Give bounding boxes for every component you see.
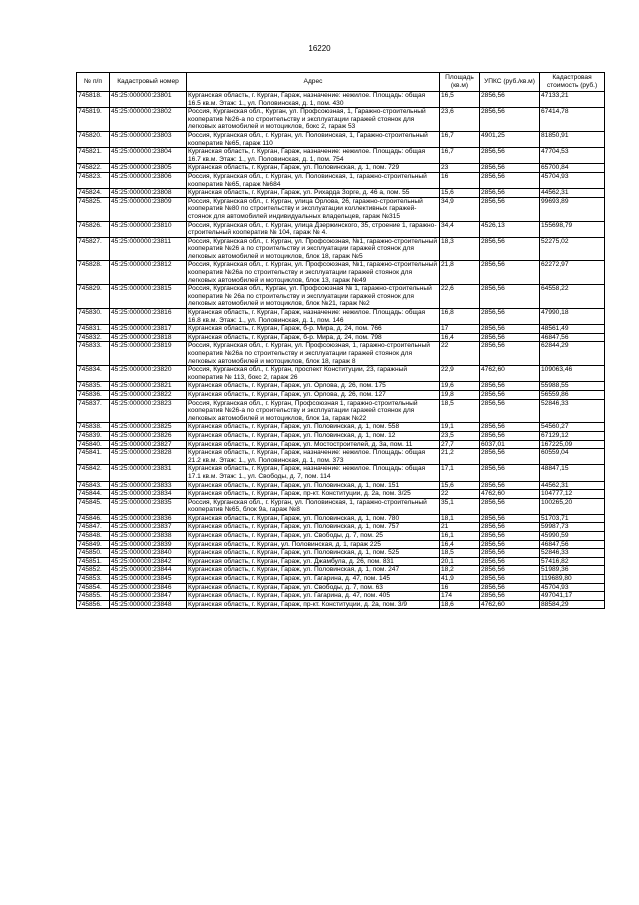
- header-upks: УПКС (руб./кв.м): [480, 73, 540, 92]
- cell-number: 745831.: [77, 325, 110, 334]
- table-row: [77, 592, 605, 601]
- cell-upks: 2856,56: [480, 423, 540, 432]
- cell-address: Курганская область, г. Курган, Гараж, назначение: нежилое. Площадь: общая 16.5 кв.м. Этаж: 1., ул. Половинская, д. 1, пом. 430: [187, 92, 440, 108]
- cell-address: Россия, Курганская обл., г. Курган, ул. Профсоюзная, №1, гаражно-строительный кооператив №26а по строительству и эксплуатации гаражей стоянок для легковых автомобилей и мотоциклов, блок 13, гараж №49: [187, 261, 440, 285]
- cell-number: 745853.: [77, 575, 110, 584]
- cell-address: Курганская область, г. Курган, Гараж, ул. Половинская, д. 1, пом. 525: [187, 549, 440, 558]
- cell-area: 41,9: [440, 575, 480, 584]
- cell-number: 745852.: [77, 566, 110, 575]
- cell-area: 15,6: [440, 189, 480, 198]
- table-row: [77, 148, 605, 164]
- cell-area: 16,1: [440, 532, 480, 541]
- cell-cadastral-value: 100265,20: [540, 498, 605, 514]
- cell-area: 15,6: [440, 481, 480, 490]
- cell-area: 17,1: [440, 465, 480, 481]
- cell-cadastral-number: 45:25:000000:23818: [110, 333, 187, 342]
- cell-area: 16,8: [440, 309, 480, 325]
- cell-upks: 2856,56: [480, 148, 540, 164]
- table-row: [77, 197, 605, 221]
- cell-cadastral-value: 52275,02: [540, 237, 605, 261]
- cell-area: 21,2: [440, 449, 480, 465]
- cell-address: Россия, Курганская обл., г. Курган, ул. Половинская, 1, гаражно-строительный кооператив №65, блок 9а, гараж №8: [187, 498, 440, 514]
- cell-address: Россия, Курганская обл., Курган, ул. Профсоюзная № 1, гаражно-строительный кооператив № 26а по строительству и эксплуатации гаражей стоянок для легковых автомобилей и мотоциклов, блок №21, гараж №2: [187, 285, 440, 309]
- cell-area: 19,6: [440, 382, 480, 391]
- cell-area: 35,1: [440, 498, 480, 514]
- table-row: [77, 523, 605, 532]
- cell-number: 745848.: [77, 532, 110, 541]
- cell-address: Курганская область, г. Курган, Гараж, ул. Мостостроителей, д. 3а, пом. 11: [187, 440, 440, 449]
- cell-number: 745850.: [77, 549, 110, 558]
- cell-cadastral-value: 51989,36: [540, 566, 605, 575]
- cell-cadastral-number: 45:25:000000:23806: [110, 172, 187, 188]
- cell-area: 23: [440, 164, 480, 173]
- cell-address: Россия, Курганская обл., г. Курган, Профсоюзная 1, гаражно-строительный кооператив №26-а по строительству и эксплуатации гаражей стоянок для легковых автомобилей и мотоциклов, блок 1а, гараж №22: [187, 399, 440, 423]
- cell-cadastral-number: 45:25:000000:23808: [110, 189, 187, 198]
- cell-cadastral-value: 62844,29: [540, 342, 605, 366]
- cell-address: Курганская область, г. Курган, Гараж, ул. Половинская, д. 1, пом. 151: [187, 481, 440, 490]
- cell-cadastral-value: 99693,89: [540, 197, 605, 221]
- header-cadastral-value: Кадастровая стоимость (руб.): [540, 73, 605, 92]
- cell-cadastral-number: 45:25:000000:23817: [110, 325, 187, 334]
- table-row: [77, 342, 605, 366]
- cell-address: Россия, Курганская обл., г. Курган, улица Дзержинского, 35, строение 1, гаражно-строительный кооператив № 104, гараж № 4.: [187, 221, 440, 237]
- cell-number: 745825.: [77, 197, 110, 221]
- cell-area: 21: [440, 523, 480, 532]
- cell-upks: 2856,56: [480, 382, 540, 391]
- cell-address: Курганская область, г. Курган, Гараж, ул. Свободы, д. 7, пом. 63: [187, 583, 440, 592]
- cell-upks: 2856,56: [480, 566, 540, 575]
- table-row: [77, 131, 605, 147]
- cell-cadastral-value: 52846,33: [540, 549, 605, 558]
- cell-upks: 4526,13: [480, 221, 540, 237]
- cell-number: 745822.: [77, 164, 110, 173]
- cell-cadastral-value: 46847,56: [540, 540, 605, 549]
- cell-address: Курганская область, г. Курган, Гараж, ул. Орлова, д. 26, пом. 175: [187, 382, 440, 391]
- cell-cadastral-number: 45:25:000000:23833: [110, 481, 187, 490]
- cell-cadastral-number: 45:25:000000:23828: [110, 449, 187, 465]
- cell-upks: 2856,56: [480, 575, 540, 584]
- cell-area: 16,7: [440, 131, 480, 147]
- cell-upks: 2856,56: [480, 92, 540, 108]
- cell-cadastral-value: 51703,71: [540, 514, 605, 523]
- cell-cadastral-value: 52846,33: [540, 399, 605, 423]
- table-row: [77, 557, 605, 566]
- table-row: [77, 583, 605, 592]
- cell-cadastral-number: 45:25:000000:23805: [110, 164, 187, 173]
- page-number: 16220: [308, 44, 331, 53]
- cell-cadastral-value: 62272,97: [540, 261, 605, 285]
- cell-cadastral-number: 45:25:000000:23827: [110, 440, 187, 449]
- cell-cadastral-value: 109063,46: [540, 366, 605, 382]
- cell-cadastral-number: 45:25:000000:23834: [110, 490, 187, 499]
- table-row: [77, 237, 605, 261]
- table-row: [77, 399, 605, 423]
- cell-cadastral-value: 56559,86: [540, 390, 605, 399]
- cell-area: 16: [440, 583, 480, 592]
- cell-cadastral-number: 45:25:000000:23802: [110, 108, 187, 132]
- cell-area: 16,7: [440, 148, 480, 164]
- cell-upks: 2856,56: [480, 431, 540, 440]
- cell-number: 745826.: [77, 221, 110, 237]
- cell-cadastral-value: 67414,78: [540, 108, 605, 132]
- cell-area: 18,5: [440, 399, 480, 423]
- cell-cadastral-number: 45:25:000000:23848: [110, 600, 187, 609]
- table-row: [77, 221, 605, 237]
- cell-cadastral-number: 45:25:000000:23822: [110, 390, 187, 399]
- cell-cadastral-number: 45:25:000000:23801: [110, 92, 187, 108]
- cell-area: 19,8: [440, 390, 480, 399]
- cell-address: Курганская область, г. Курган, ул. Половинская, д. 1, гараж 225: [187, 540, 440, 549]
- cell-cadastral-number: 45:25:000000:23839: [110, 540, 187, 549]
- cell-address: Курганская область, г. Курган, Гараж, ул. Половинская, д. 1, пом. 558: [187, 423, 440, 432]
- cell-upks: 4762,60: [480, 600, 540, 609]
- cell-upks: 2856,56: [480, 172, 540, 188]
- cell-address: Курганская область, г. Курган, Гараж, б-р. Мира, д. 24, пом. 798: [187, 333, 440, 342]
- table-row: [77, 261, 605, 285]
- cell-number: 745855.: [77, 592, 110, 601]
- cell-cadastral-number: 45:25:000000:23846: [110, 583, 187, 592]
- cell-area: 22: [440, 342, 480, 366]
- cell-number: 745840.: [77, 440, 110, 449]
- cell-number: 745819.: [77, 108, 110, 132]
- cell-cadastral-value: 45704,93: [540, 172, 605, 188]
- cell-area: 34,9: [440, 197, 480, 221]
- table-row: [77, 440, 605, 449]
- cell-number: 745838.: [77, 423, 110, 432]
- cell-address: Россия, Курганская обл., Курган, ул. Профсоюзная, 1, Гаражно-строительный кооператив №26-а по строительству и эксплуатации гаражей стоянок для легковых автомобилей и мотоциклов, бокс 2, гараж 53: [187, 108, 440, 132]
- cell-cadastral-number: 45:25:000000:23804: [110, 148, 187, 164]
- cell-cadastral-value: 44562,31: [540, 189, 605, 198]
- cell-upks: 2856,56: [480, 197, 540, 221]
- cell-cadastral-value: 497041,17: [540, 592, 605, 601]
- table-row: [77, 164, 605, 173]
- cell-cadastral-number: 45:25:000000:23838: [110, 532, 187, 541]
- cell-upks: 2856,56: [480, 309, 540, 325]
- cell-upks: 2856,56: [480, 399, 540, 423]
- cell-address: Россия, Курганская обл., г. Курган, улица Орлова, 26, гаражно-строительный кооператив №80 по строительству и эксплуатации коллективных гаражей-стоянок для автомобилей индивидуальных владельцев, гараж №315: [187, 197, 440, 221]
- table-row: [77, 449, 605, 465]
- cell-cadastral-number: 45:25:000000:23816: [110, 309, 187, 325]
- cell-cadastral-value: 57416,82: [540, 557, 605, 566]
- cell-cadastral-value: 47704,53: [540, 148, 605, 164]
- cell-upks: 2856,56: [480, 285, 540, 309]
- cell-area: 34,4: [440, 221, 480, 237]
- cell-upks: 4762,60: [480, 490, 540, 499]
- cell-upks: 2856,56: [480, 514, 540, 523]
- cell-area: 21,8: [440, 261, 480, 285]
- cell-address: Курганская область, г. Курган, Гараж, ул. Половинская, д. 1, пом. 12: [187, 431, 440, 440]
- cell-cadastral-value: 65700,84: [540, 164, 605, 173]
- cell-cadastral-value: 167225,09: [540, 440, 605, 449]
- cell-address: Курганская область, г. Курган, Гараж, назначение: нежилое. Площадь: общая 16.8 кв.м. Этаж: 1., ул. Половинская, д. 1, пом. 146: [187, 309, 440, 325]
- cell-upks: 6037,01: [480, 440, 540, 449]
- table-row: [77, 600, 605, 609]
- table-row: [77, 549, 605, 558]
- cell-address: Россия, Курганская обл., г. Курган, проспект Конституции, 23, гаражный кооператив № 113, бокс 2, гараж 26: [187, 366, 440, 382]
- cell-area: 18,6: [440, 600, 480, 609]
- cell-cadastral-value: 104777,12: [540, 490, 605, 499]
- cell-upks: 2856,56: [480, 583, 540, 592]
- cell-area: 23,5: [440, 431, 480, 440]
- cell-upks: 2856,56: [480, 333, 540, 342]
- cell-number: 745836.: [77, 390, 110, 399]
- cell-address: Россия, Курганская обл., г. Курган, ул. Профсоюзная, 1, гаражно-строительный кооператив №26а по строительству и эксплуатации гаражей стоянок для легковых автомобилей и мотоциклов, блок 18, гараж 8: [187, 342, 440, 366]
- cell-cadastral-number: 45:25:000000:23809: [110, 197, 187, 221]
- header-cadastral-number: Кадастровый номер: [110, 73, 187, 92]
- cell-area: 18,2: [440, 566, 480, 575]
- cell-number: 745846.: [77, 514, 110, 523]
- cell-number: 745856.: [77, 600, 110, 609]
- cell-address: Курганская область, г. Курган, Гараж, ул. Половинская, д. 1, пом. 757: [187, 523, 440, 532]
- cell-cadastral-number: 45:25:000000:23826: [110, 431, 187, 440]
- cell-address: Курганская область, г. Курган, Гараж, ул. Половинская, д. 1, пом. 729: [187, 164, 440, 173]
- cell-cadastral-number: 45:25:000000:23835: [110, 498, 187, 514]
- cell-cadastral-value: 46847,56: [540, 333, 605, 342]
- cell-area: 16,4: [440, 540, 480, 549]
- cell-cadastral-value: 119689,80: [540, 575, 605, 584]
- cell-address: Курганская область, г. Курган, Гараж, ул. Рихарда Зорге, д. 46 а, пом. 55: [187, 189, 440, 198]
- cell-number: 745823.: [77, 172, 110, 188]
- cadastral-table: [76, 72, 605, 609]
- cell-number: 745854.: [77, 583, 110, 592]
- cell-upks: 2856,56: [480, 549, 540, 558]
- cell-area: 22,6: [440, 285, 480, 309]
- table-row: [77, 92, 605, 108]
- cell-upks: 2856,56: [480, 390, 540, 399]
- cell-area: 22: [440, 490, 480, 499]
- cell-upks: 2856,56: [480, 189, 540, 198]
- cell-area: 18,3: [440, 237, 480, 261]
- table-row: [77, 566, 605, 575]
- cell-upks: 4762,60: [480, 366, 540, 382]
- cell-area: 18,5: [440, 549, 480, 558]
- table-row: [77, 382, 605, 391]
- cell-address: Курганская область, г. Курган, Гараж, ул. Джамбула, д. 26, пом. 831: [187, 557, 440, 566]
- cell-address: Курганская область, г. Курган, Гараж, назначение: нежилое. Площадь: общая 16.7 кв.м. Этаж: 1., ул. Половинская, д. 1, пом. 754: [187, 148, 440, 164]
- table-row: [77, 575, 605, 584]
- cell-cadastral-value: 60559,04: [540, 449, 605, 465]
- cell-address: Курганская область, г. Курган, Гараж, назначение: нежилое. Площадь: общая 17.1 кв.м. Этаж: 1., ул. Свободы, д. 7, пом. 114: [187, 465, 440, 481]
- cell-upks: 2856,56: [480, 325, 540, 334]
- cell-cadastral-value: 48847,15: [540, 465, 605, 481]
- table-row: [77, 189, 605, 198]
- cell-cadastral-value: 47133,21: [540, 92, 605, 108]
- cell-number: 745843.: [77, 481, 110, 490]
- table-row: [77, 309, 605, 325]
- table-row: [77, 490, 605, 499]
- cell-address: Россия, Курганская обл., г. Курган, ул. Профсоюзная, №1, гаражно-строительный кооператив №26 а по строительству и эксплуатации гаражей стоянок для легковых автомобилей и мотоциклов, блок 18, гараж №5: [187, 237, 440, 261]
- cell-cadastral-number: 45:25:000000:23831: [110, 465, 187, 481]
- cell-cadastral-number: 45:25:000000:23820: [110, 366, 187, 382]
- cell-area: 16,5: [440, 92, 480, 108]
- table-row: [77, 465, 605, 481]
- cell-number: 745824.: [77, 189, 110, 198]
- cell-cadastral-value: 45990,59: [540, 532, 605, 541]
- cell-address: Курганская область, г. Курган, Гараж, ул. Гагарина, д. 47, пом. 145: [187, 575, 440, 584]
- table-row: [77, 285, 605, 309]
- cell-upks: 2856,56: [480, 261, 540, 285]
- cell-number: 745842.: [77, 465, 110, 481]
- cell-cadastral-number: 45:25:000000:23836: [110, 514, 187, 523]
- cell-upks: 4901,25: [480, 131, 540, 147]
- table-row: [77, 423, 605, 432]
- cell-number: 745837.: [77, 399, 110, 423]
- cell-upks: 2856,56: [480, 540, 540, 549]
- cell-area: 23,6: [440, 108, 480, 132]
- cell-number: 745841.: [77, 449, 110, 465]
- table-row: [77, 172, 605, 188]
- cell-upks: 2856,56: [480, 498, 540, 514]
- cell-upks: 2856,56: [480, 465, 540, 481]
- cell-cadastral-number: 45:25:000000:23812: [110, 261, 187, 285]
- table-row: [77, 481, 605, 490]
- table-row: [77, 390, 605, 399]
- cell-number: 745818.: [77, 92, 110, 108]
- cell-cadastral-number: 45:25:000000:23837: [110, 523, 187, 532]
- cell-cadastral-value: 55988,55: [540, 382, 605, 391]
- cell-cadastral-value: 47990,18: [540, 309, 605, 325]
- cell-cadastral-number: 45:25:000000:23842: [110, 557, 187, 566]
- cell-upks: 2856,56: [480, 342, 540, 366]
- header-area: Площадь (кв.м): [440, 73, 480, 92]
- cell-area: 19,1: [440, 423, 480, 432]
- cell-address: Курганская область, г. Курган, Гараж, ул. Половинская, д. 1, пом. 247: [187, 566, 440, 575]
- cell-cadastral-value: 67129,12: [540, 431, 605, 440]
- cell-cadastral-number: 45:25:000000:23840: [110, 549, 187, 558]
- cell-number: 745829.: [77, 285, 110, 309]
- cell-area: 16: [440, 172, 480, 188]
- cell-address: Россия, Курганская обл., г. Курган, ул. Половинская, 1, Гаражно-строительный кооператив №65, гараж 110: [187, 131, 440, 147]
- cell-address: Курганская область, г. Курган, Гараж, пр-кт. Конституции, д. 2а, пом. 3/25: [187, 490, 440, 499]
- cell-area: 17: [440, 325, 480, 334]
- cell-area: 18,1: [440, 514, 480, 523]
- cell-upks: 2856,56: [480, 523, 540, 532]
- cell-address: Курганская область, г. Курган, Гараж, пр-кт. Конституции, д. 2а, пом. 3/9: [187, 600, 440, 609]
- cell-number: 745851.: [77, 557, 110, 566]
- table-row: [77, 532, 605, 541]
- cell-address: Курганская область, г. Курган, Гараж, б-р. Мира, д. 24, пом. 766: [187, 325, 440, 334]
- table-row: [77, 325, 605, 334]
- cell-cadastral-value: 48561,49: [540, 325, 605, 334]
- cell-number: 745830.: [77, 309, 110, 325]
- cell-cadastral-number: 45:25:000000:23821: [110, 382, 187, 391]
- cell-number: 745828.: [77, 261, 110, 285]
- table-row: [77, 108, 605, 132]
- cell-cadastral-value: 45704,93: [540, 583, 605, 592]
- cell-address: Курганская область, г. Курган, Гараж, ул. Свободы, д. 7, пом. 25: [187, 532, 440, 541]
- table-row: [77, 514, 605, 523]
- cell-area: 16,4: [440, 333, 480, 342]
- cell-number: 745832.: [77, 333, 110, 342]
- header-number: № п/п: [77, 73, 110, 92]
- table-row: [77, 431, 605, 440]
- cell-number: 745827.: [77, 237, 110, 261]
- cell-cadastral-value: 59987,73: [540, 523, 605, 532]
- cell-cadastral-value: 155698,79: [540, 221, 605, 237]
- cell-address: Россия, Курганская обл., г. Курган, ул. Половинская, 1, гаражно-строительный кооператив №65, гараж №684: [187, 172, 440, 188]
- cell-upks: 2856,56: [480, 532, 540, 541]
- cell-number: 745833.: [77, 342, 110, 366]
- cell-number: 745849.: [77, 540, 110, 549]
- cell-upks: 2856,56: [480, 481, 540, 490]
- cell-number: 745839.: [77, 431, 110, 440]
- header-address: Адрес: [187, 73, 440, 92]
- cell-area: 27,7: [440, 440, 480, 449]
- cell-number: 745834.: [77, 366, 110, 382]
- cell-cadastral-value: 64558,22: [540, 285, 605, 309]
- cell-cadastral-number: 45:25:000000:23845: [110, 575, 187, 584]
- cell-upks: 2856,56: [480, 164, 540, 173]
- cell-cadastral-number: 45:25:000000:23825: [110, 423, 187, 432]
- cell-address: Курганская область, г. Курган, Гараж, назначение: нежилое. Площадь: общая 21.2 кв.м. Этаж: 1., ул. Половинская, д. 1, пом. 373: [187, 449, 440, 465]
- table-row: [77, 540, 605, 549]
- cell-number: 745820.: [77, 131, 110, 147]
- cell-address: Курганская область, г. Курган, Гараж, ул. Половинская, д. 1, пом. 780: [187, 514, 440, 523]
- cell-area: 20,1: [440, 557, 480, 566]
- cell-upks: 2856,56: [480, 449, 540, 465]
- cell-area: 174: [440, 592, 480, 601]
- cell-cadastral-number: 45:25:000000:23819: [110, 342, 187, 366]
- cell-cadastral-value: 54560,27: [540, 423, 605, 432]
- cell-address: Курганская область, г. Курган, Гараж, ул. Гагарина, д. 47, пом. 405: [187, 592, 440, 601]
- cell-upks: 2856,56: [480, 557, 540, 566]
- cell-cadastral-number: 45:25:000000:23815: [110, 285, 187, 309]
- cell-number: 745821.: [77, 148, 110, 164]
- cell-cadastral-number: 45:25:000000:23844: [110, 566, 187, 575]
- table-row: [77, 333, 605, 342]
- cell-upks: 2856,56: [480, 592, 540, 601]
- cell-upks: 2856,56: [480, 108, 540, 132]
- cell-number: 745845.: [77, 498, 110, 514]
- cell-cadastral-number: 45:25:000000:23810: [110, 221, 187, 237]
- table-row: [77, 366, 605, 382]
- cell-cadastral-number: 45:25:000000:23803: [110, 131, 187, 147]
- cell-area: 22,9: [440, 366, 480, 382]
- cell-cadastral-number: 45:25:000000:23823: [110, 399, 187, 423]
- cell-cadastral-value: 44562,31: [540, 481, 605, 490]
- cell-number: 745835.: [77, 382, 110, 391]
- table-row: [77, 498, 605, 514]
- cell-number: 745847.: [77, 523, 110, 532]
- cell-number: 745844.: [77, 490, 110, 499]
- cell-address: Курганская область, г. Курган, Гараж, ул. Орлова, д. 26, пом. 127: [187, 390, 440, 399]
- cell-upks: 2856,56: [480, 237, 540, 261]
- cell-cadastral-number: 45:25:000000:23847: [110, 592, 187, 601]
- cell-cadastral-value: 88584,29: [540, 600, 605, 609]
- cell-cadastral-value: 81850,91: [540, 131, 605, 147]
- cell-cadastral-number: 45:25:000000:23811: [110, 237, 187, 261]
- table-header-row: [77, 73, 605, 92]
